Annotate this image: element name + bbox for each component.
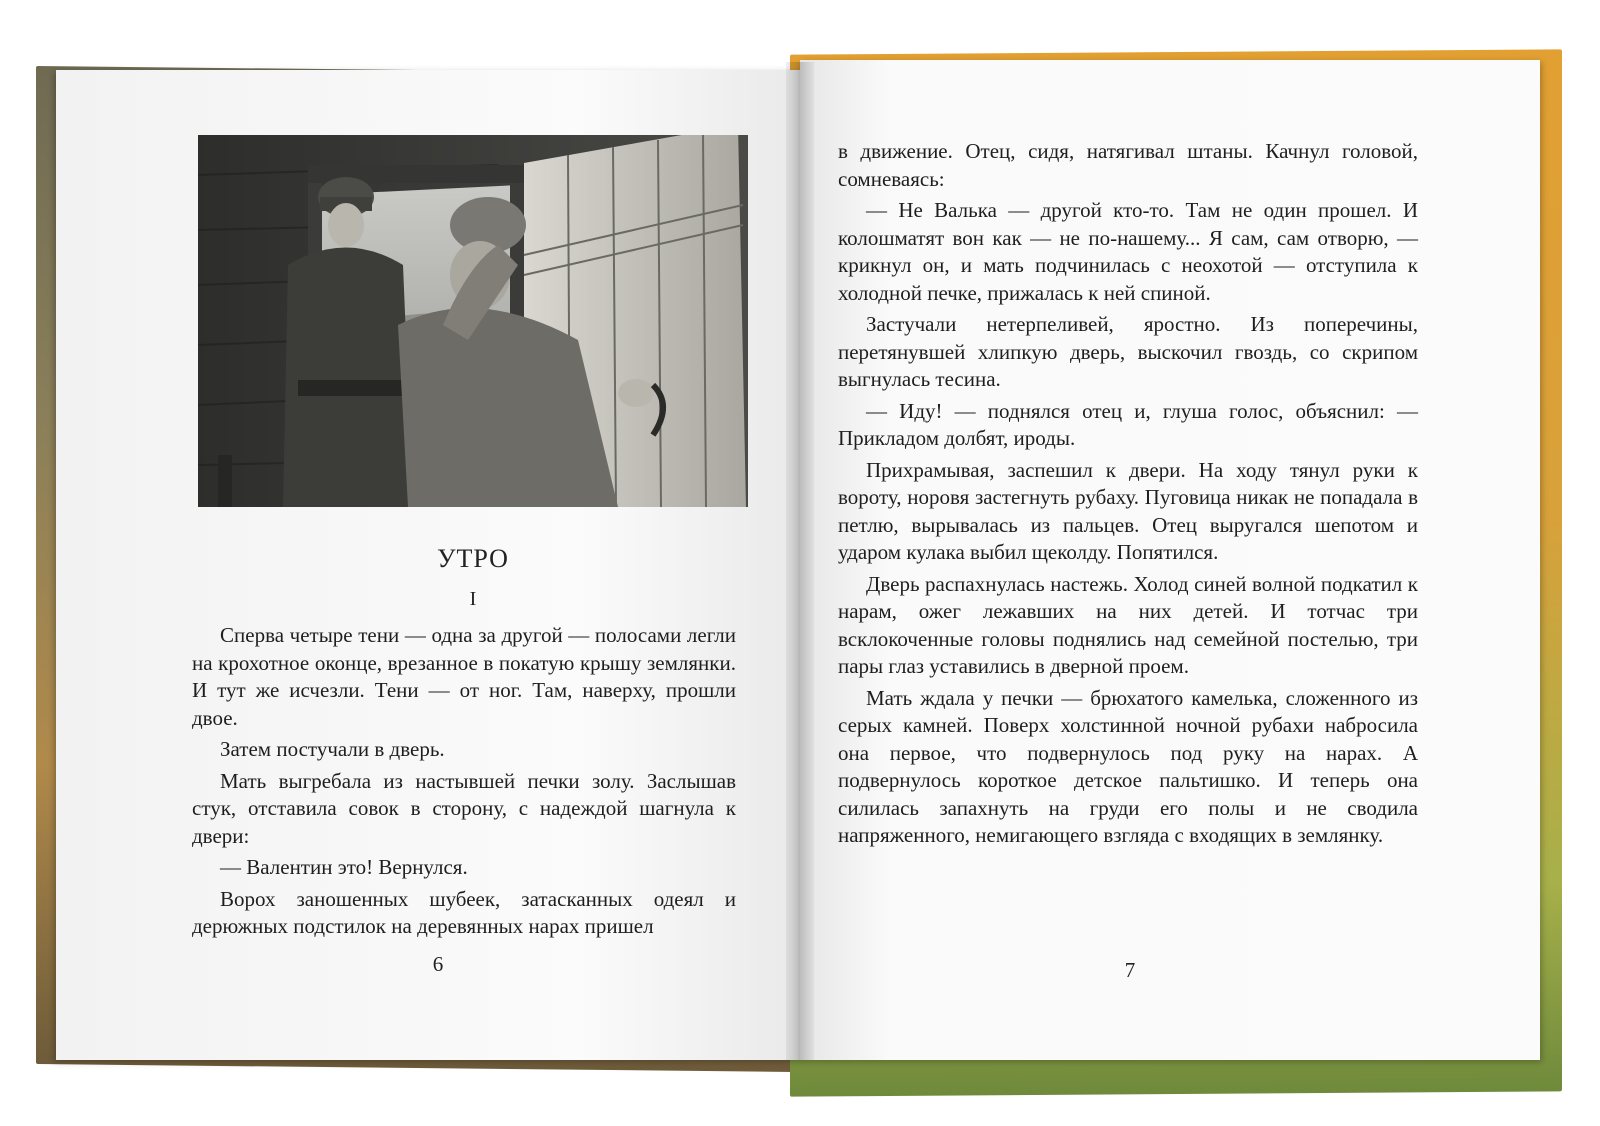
chapter-number: I: [469, 588, 477, 610]
paragraph: Сперва четыре тени — одна за другой — полосами легли на крохотное оконце, врезанное в покатую крышу землянки. И тут же исчезли. Тени — от ног. Там, наверху, прошли двое.: [192, 623, 736, 730]
paragraph: в движение. Отец, сидя, натягивал штаны. Качнул головой, сомневаясь:: [838, 139, 1418, 191]
paragraph: Мать выгребала из настывшей печки золу. Заслышав стук, отставила совок в сторону, с надеждой шагнула к двери:: [192, 768, 736, 848]
paragraph: Затем постучали в дверь.: [220, 737, 445, 761]
paragraph: Мать ждала у печки — брюхатого камелька, сложенного из серых камней. Поверх холстинной ночной рубахи набросила она первое, что подвернулось под руку на нарах. А подвернулось короткое детское пальтишко. И теперь она силилась запахнуть на груди его полы и не сводила напряженного, немигающего взгляда с входящих в землянку.: [838, 685, 1418, 847]
book-gutter-shadow: [786, 62, 814, 1060]
paragraph: Застучали нетерпеливей, яростно. Из поперечины, перетянувшей хлипкую дверь, выскочил гвоздь, со скрипом выгнулась тесина.: [838, 312, 1418, 391]
paragraph: Дверь распахнулась настежь. Холод синей волной подкатил к нарам, ожег лежавших на них детей. И тотчас три всклокоченные головы поднялись над семейной постелью, три пары глаз уставились в дверной проем.: [838, 571, 1418, 678]
paragraph: — Не Валька — другой кто-то. Там не один прошел. И колошматят вон как — не по-нашему... Я сам, сам отворю, — крикнул он, и мать подчинилась с неохотой — отступила к холодной печке, прижалась к ней спиной.: [838, 198, 1418, 305]
paragraph: Ворох заношенных шубеек, затасканных одеял и дерюжных подстилок на деревянных нарах пришел: [192, 886, 736, 938]
paragraph: — Иду! — поднялся отец и, глуша голос, объяснил: — Прикладом долбят, ироды.: [838, 398, 1418, 450]
paragraph: Прихрамывая, заспешил к двери. На ходу тянул руки к вороту, норовя застегнуть рубаху. Пуговица никак не попадала в петлю, вырывалась из пальцев. Отец выругался шепотом и ударом кулака выбил щеколду. Попятился.: [838, 457, 1418, 564]
left-page-text: [192, 622, 736, 945]
page-number-right: 7: [1124, 958, 1136, 982]
chapter-title: УТРО: [437, 544, 509, 573]
right-page-text: [838, 138, 1418, 854]
paragraph: — Валентин это! Вернулся.: [220, 855, 468, 879]
illustration-soldiers-at-door: [198, 135, 748, 507]
page-number-left: 6: [432, 952, 444, 976]
